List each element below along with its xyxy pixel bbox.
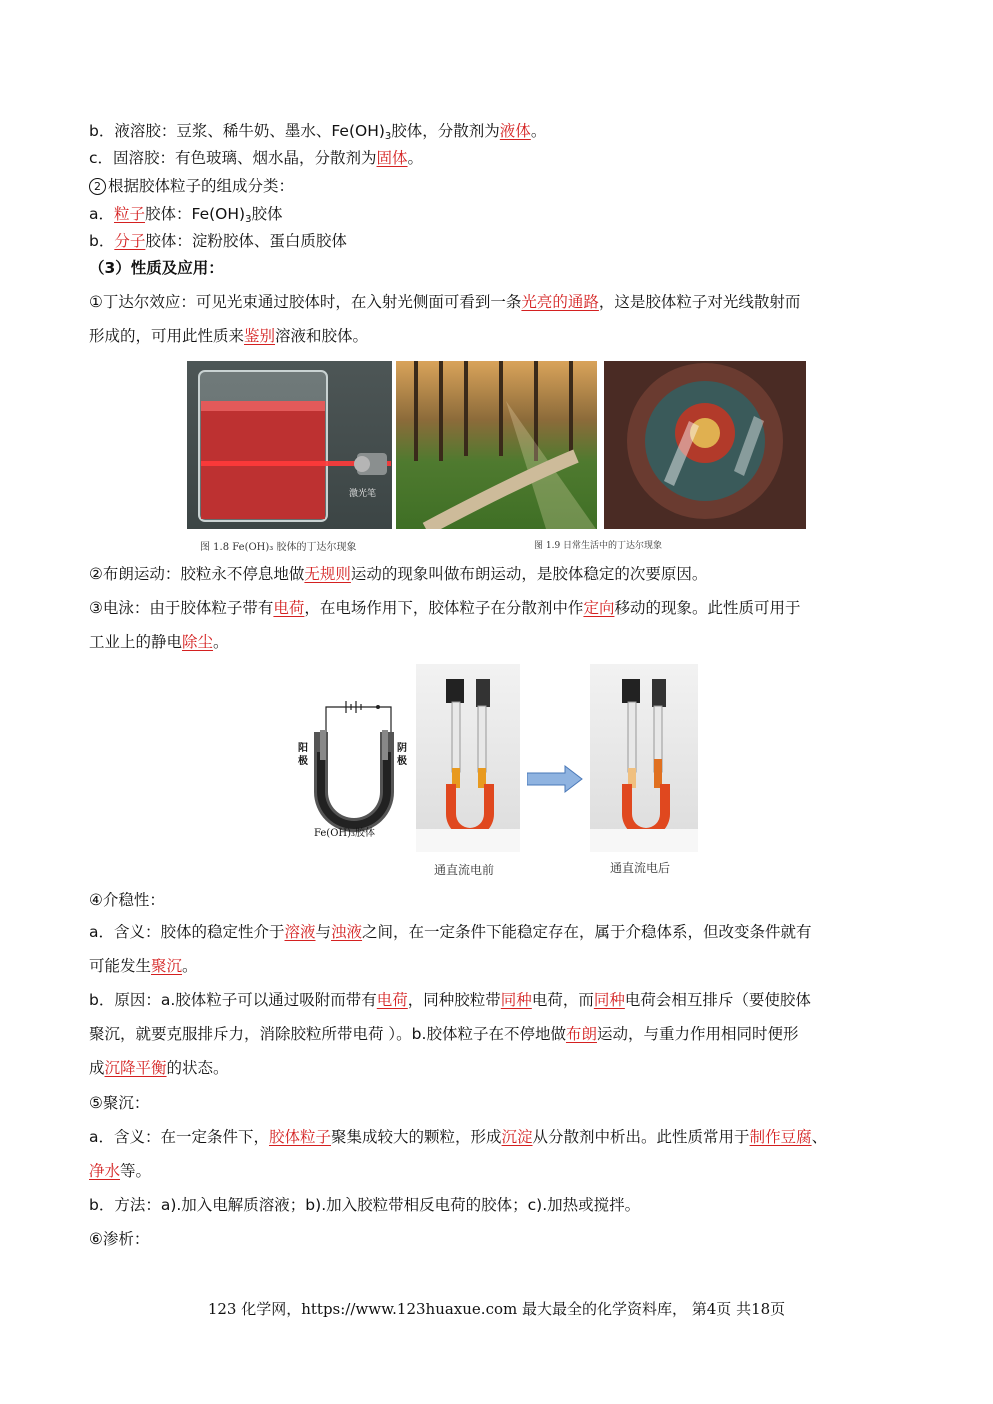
answer-blank: 粒子 [114, 205, 146, 223]
before-u-tube [416, 664, 520, 852]
line-coagulation-heading: ⑤聚沉： [89, 1094, 150, 1112]
beaker-illustration [187, 361, 392, 529]
line-coagulation-methods: b．方法：a).加入电解质溶液；b).加入胶粒带相反电荷的胶体；c).加热或搅拌。 [89, 1196, 641, 1214]
answer-blank: 除尘 [182, 633, 214, 651]
line-metastability-meaning: a．含义：胶体的稳定性介于溶液与浊液之间，在一定条件下能稳定存在，属于介稳体系，但改变条件就有 [89, 923, 812, 941]
answer-blank: 浊液 [331, 923, 363, 941]
line-brownian: ②布朗运动：胶粒永不停息地做无规则运动的现象叫做布朗运动，是胶体稳定的次要原因。 [89, 565, 708, 583]
u-tube-schematic [296, 692, 411, 842]
line-metastability-heading: ④介稳性： [89, 891, 165, 909]
line-tyndall: ①丁达尔效应：可见光束通过胶体时，在入射光侧面可看到一条光亮的通路，这是胶体粒子对光线散射而 [89, 293, 801, 311]
before-current-photo [416, 664, 520, 852]
answer-blank: 同种 [500, 991, 532, 1009]
line-metastability-meaning-cont: 可能发生聚沉。 [89, 957, 198, 975]
answer-blank: 电荷 [376, 991, 408, 1009]
section-heading-properties: （3）性质及应用： [89, 259, 224, 277]
line-electrophoresis-cont: 工业上的静电除尘。 [89, 633, 229, 651]
answer-blank: 光亮的通路 [521, 293, 599, 311]
line-coagulation-meaning: a．含义：在一定条件下，胶体粒子聚集成较大的颗粒，形成沉淀从分散剂中析出。此性质常用于制作豆腐、 [89, 1128, 828, 1146]
answer-blank: 分子 [114, 232, 146, 250]
line-liquid-sol: b．液溶胶：豆浆、稀牛奶、墨水、$Fe(OH)_3$胶体，分散剂为液体。 [89, 122, 547, 142]
line-electrophoresis: ③电泳：由于胶体粒子带有电荷，在电场作用下，胶体粒子在分散剂中作定向移动的现象。此性质可用于 [89, 599, 801, 617]
forest-light-photo [396, 361, 597, 529]
after-current-photo [590, 664, 698, 852]
answer-blank: 固体 [376, 149, 408, 167]
answer-blank: 制作豆腐 [749, 1128, 812, 1146]
answer-blank: 布朗 [565, 1025, 597, 1043]
answer-blank: 沉降平衡 [104, 1059, 167, 1077]
dome-light-photo [604, 361, 806, 529]
answer-blank: 液体 [499, 122, 531, 140]
page-footer: 123 化学网，https://www.123huaxue.com 最大最全的化学资料库， 第4页 共18页 [207, 1300, 786, 1318]
line-particle-colloid: a．粒子胶体：$Fe(OH)_3$胶体 [89, 205, 283, 225]
forest-illustration [396, 361, 597, 529]
answer-blank: 无规则 [304, 565, 351, 583]
anode-label: 阳 极 [298, 743, 308, 767]
line-tyndall-cont: 形成的，可用此性质来鉴别溶液和胶体。 [89, 327, 369, 345]
line-metastability-reason-end: 成沉降平衡的状态。 [89, 1059, 229, 1077]
colloid-label: Fe(OH)₃胶体 [314, 828, 376, 839]
line-metastability-reason: b．原因：a.胶体粒子可以通过吸附而带有电荷，同种胶粒带同种电荷，而同种电荷会相互排斥（要使胶体 [89, 991, 811, 1009]
answer-blank: 溶液 [284, 923, 316, 941]
cathode-label: 阴 极 [397, 743, 407, 767]
answer-blank: 电荷 [273, 599, 305, 617]
arrow-icon [527, 764, 583, 794]
beaker-laser-photo [187, 361, 392, 529]
figure-1-8-caption: 图 1.8 Fe(OH)₃ 胶体的丁达尔现象 [200, 542, 357, 553]
line-metastability-reason-cont: 聚沉，就要克服排斥力，消除胶粒所带电荷 ）。b.胶体粒子在不停地做布朗运动，与重力作用相同时便形 [89, 1025, 799, 1043]
line-coagulation-meaning-cont: 净水等。 [89, 1162, 152, 1180]
figure-1-9-caption: 图 1.9 日常生活中的丁达尔现象 [534, 541, 663, 551]
after-caption: 通直流电后 [610, 861, 671, 875]
answer-blank: 同种 [593, 991, 625, 1009]
laser-pointer-label: 激光笔 [349, 489, 377, 499]
line-classify-heading: 2 根据胶体粒子的组成分类： [89, 176, 904, 196]
line-solid-sol: c．固溶胶：有色玻璃、烟水晶，分散剂为固体。 [89, 149, 424, 167]
right-arrow-shape [527, 764, 583, 794]
answer-blank: 净水 [89, 1162, 121, 1180]
answer-blank: 聚沉 [151, 957, 183, 975]
answer-blank: 沉淀 [501, 1128, 533, 1146]
line-molecule-colloid: b．分子胶体：淀粉胶体、蛋白质胶体 [89, 232, 347, 250]
answer-blank: 鉴别 [244, 327, 276, 345]
before-caption: 通直流电前 [434, 863, 495, 877]
dome-illustration [604, 361, 806, 529]
u-tube-diagram [296, 692, 411, 842]
after-u-tube [590, 664, 698, 852]
line-dialysis-heading: ⑥渗析： [89, 1230, 150, 1248]
answer-blank: 胶体粒子 [269, 1128, 332, 1146]
circled-number: 2 [89, 178, 106, 195]
answer-blank: 定向 [583, 599, 615, 617]
